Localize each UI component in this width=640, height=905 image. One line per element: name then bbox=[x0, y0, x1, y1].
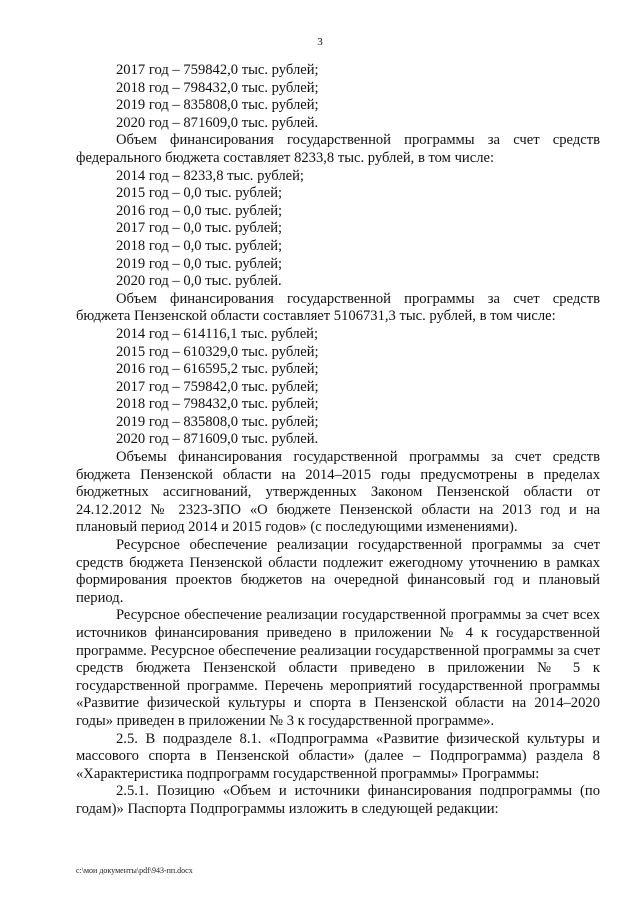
list-item: 2017 год – 759842,0 тыс. рублей; bbox=[116, 378, 319, 395]
list-item: 2018 год – 798432,0 тыс. рублей; bbox=[116, 79, 319, 96]
list-item: 2016 год – 616595,2 тыс. рублей; bbox=[116, 361, 319, 378]
paragraph-regional-funding: Объем финансирования государственной программы за счет средств бюджета Пензенской области составляет 5106731,3 тыс. рублей, в том числе: bbox=[76, 290, 600, 325]
list-item: 2018 год – 798432,0 тыс. рублей; bbox=[116, 396, 319, 413]
paragraph-resource-provision-2: Ресурсное обеспечение реализации государственной программы за счет всех источников финансирования приведено в приложении № 4 к государственной программе. Ресурсное обеспечение реализации государственной программы за счет средств бюджета Пензенской области приведено в приложении № 5 к государственной программе. Перечень мероприятий государственной программы «Развитие физической культуры и спорта в Пензенской области на 2014–2020 годы» приведен в приложении № 3 к государственной программе». bbox=[76, 607, 600, 729]
footer-file-path: c:\мои документы\pdf\943-пп.docx bbox=[76, 866, 193, 875]
list-item: 2015 год – 610329,0 тыс. рублей; bbox=[116, 343, 319, 360]
list-item: 2016 год – 0,0 тыс. рублей; bbox=[116, 202, 283, 219]
paragraph-federal-funding: Объем финансирования государственной программы за счет средств федерального бюджета составляет 8233,8 тыс. рублей, в том числе: bbox=[76, 132, 600, 166]
list-item: 2020 год – 871609,0 тыс. рублей. bbox=[116, 114, 319, 131]
list-item: 2014 год – 614116,1 тыс. рублей; bbox=[116, 325, 319, 342]
paragraph-section-2-5-1: 2.5.1. Позицию «Объем и источники финансирования подпрограммы (по годам)» Паспорта Подпрограммы изложить в следующей редакции: bbox=[76, 783, 600, 817]
list-item: 2020 год – 0,0 тыс. рублей. bbox=[116, 273, 282, 290]
page-number: 3 bbox=[317, 36, 323, 48]
paragraph-funding-volumes: Объемы финансирования государственной программы за счет средств бюджета Пензенской области на 2014–2015 годы предусмотрены в пределах бюджетных ассигнований, утвержденных Законом Пензенской области от 24.12.2012 № 2323-ЗПО «О бюджете Пензенской области на 2013 год и на плановый период 2014 и 2015 годов» (с последующими изменениями). bbox=[76, 449, 600, 536]
funding-list-federal bbox=[76, 168, 600, 291]
list-item: 2019 год – 0,0 тыс. рублей; bbox=[116, 255, 283, 272]
list-item: 2014 год – 8233,8 тыс. рублей; bbox=[116, 167, 304, 184]
list-item: 2018 год – 0,0 тыс. рублей; bbox=[116, 237, 283, 254]
list-item: 2019 год – 835808,0 тыс. рублей; bbox=[116, 413, 319, 430]
funding-list-total bbox=[76, 62, 600, 132]
funding-list-regional bbox=[76, 326, 600, 449]
list-item: 2019 год – 835808,0 тыс. рублей; bbox=[116, 97, 319, 114]
paragraph-resource-provision-1: Ресурсное обеспечение реализации государственной программы за счет средств бюджета Пензенской области подлежит ежегодному уточнению в рамках формирования проектов бюджетов на очередной финансовый год и плановый период. bbox=[76, 537, 600, 606]
list-item: 2017 год – 0,0 тыс. рублей; bbox=[116, 220, 283, 237]
list-item: 2020 год – 871609,0 тыс. рублей. bbox=[116, 431, 319, 448]
list-item: 2015 год – 0,0 тыс. рублей; bbox=[116, 185, 283, 202]
list-item: 2017 год – 759842,0 тыс. рублей; bbox=[116, 62, 319, 78]
paragraph-section-2-5: 2.5. В подразделе 8.1. «Подпрограмма «Развитие физической культуры и массового спорта в Пензенской области» (далее – Подпрограмма) раздела 8 «Характеристика подпрограмм государственной программы» Программы: bbox=[76, 730, 600, 782]
